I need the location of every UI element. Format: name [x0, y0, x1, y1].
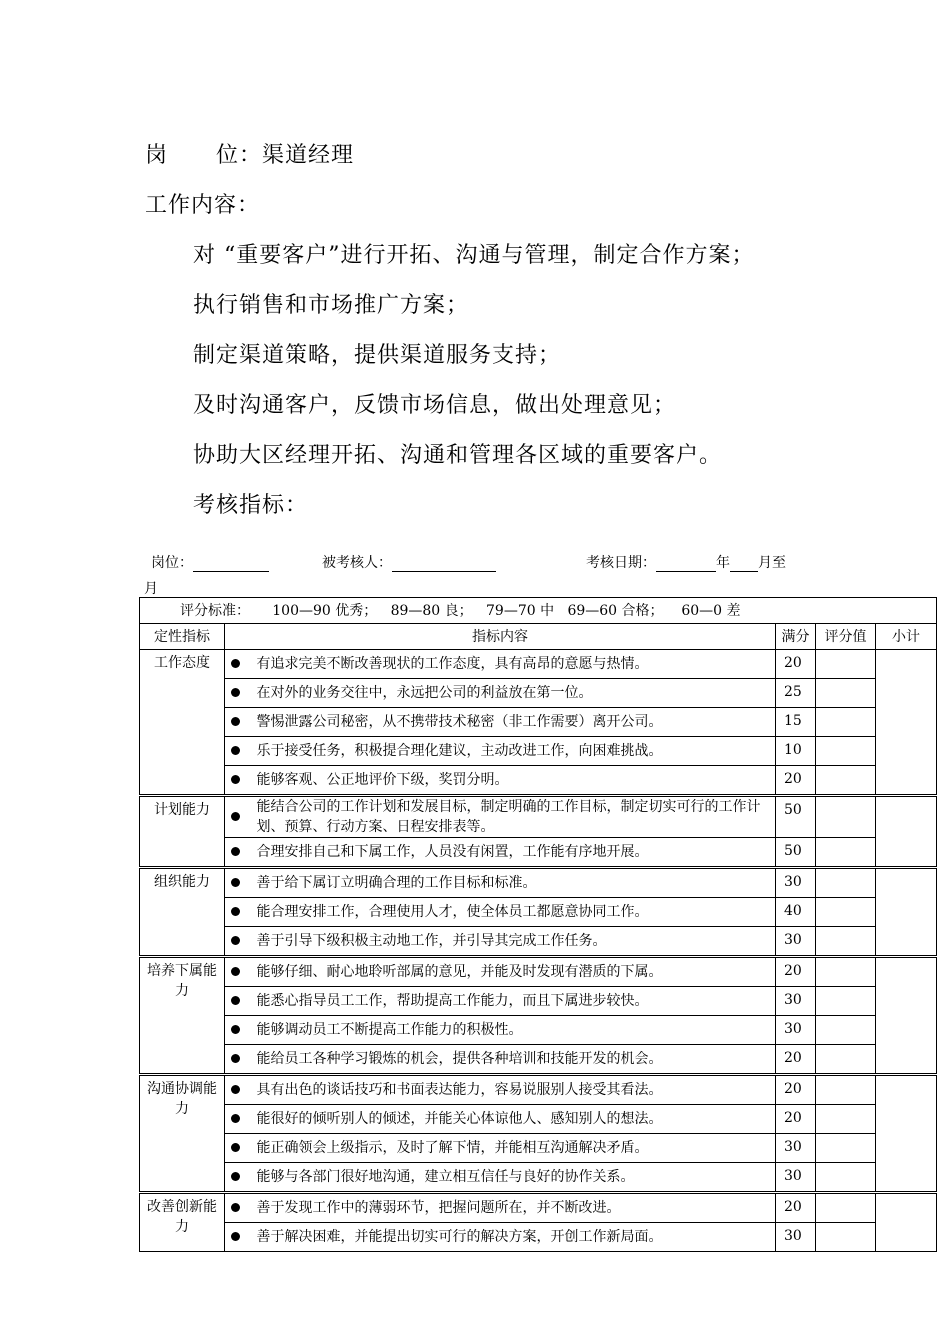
score-input-cell[interactable] [816, 708, 876, 737]
bullet-cell [225, 1193, 247, 1223]
table-row [140, 1223, 937, 1252]
position-label-2: 位： [216, 143, 263, 168]
bullet-icon [231, 1143, 240, 1152]
post-blank[interactable] [193, 557, 269, 572]
table-row [140, 737, 937, 766]
bullet-cell [225, 1045, 247, 1075]
full-score: 50 [776, 796, 816, 838]
indicator-content: 能给员工各种学习锻炼的机会，提供各种培训和技能开发的机会。 [247, 1045, 776, 1075]
score-input-cell[interactable] [816, 898, 876, 927]
full-score: 30 [776, 868, 816, 898]
indicator-content: 能够调动员工不断提高工作能力的积极性。 [247, 1016, 776, 1045]
table-row [140, 796, 937, 838]
header-qualitative: 定性指标 [140, 624, 225, 650]
full-score: 30 [776, 1163, 816, 1193]
indicator-content: 有追求完美不断改善现状的工作态度，具有高昂的意愿与热情。 [247, 650, 776, 679]
indicator-content: 能悉心指导员工工作，帮助提高工作能力，而且下属进步较快。 [247, 987, 776, 1016]
bullet-cell [225, 1075, 247, 1105]
score-input-cell[interactable] [816, 868, 876, 898]
score-input-cell[interactable] [816, 957, 876, 987]
full-score: 10 [776, 737, 816, 766]
bullet-cell [225, 708, 247, 737]
table-row [140, 868, 937, 898]
duty-2: 执行销售和市场推广方案； [193, 293, 470, 318]
full-score: 30 [776, 1223, 816, 1252]
full-score: 25 [776, 679, 816, 708]
year-blank[interactable] [656, 557, 716, 572]
bullet-cell [225, 1016, 247, 1045]
bullet-cell [225, 868, 247, 898]
indicator-content: 能合理安排工作，合理使用人才，使全体员工都愿意协同工作。 [247, 898, 776, 927]
subtotal-cell[interactable] [876, 957, 937, 1075]
duty-4: 及时沟通客户，反馈市场信息，做出处理意见； [193, 393, 677, 418]
month-end-label: 月 [144, 581, 158, 597]
indicator-content: 能够仔细、耐心地聆听部属的意见，并能及时发现有潜质的下属。 [247, 957, 776, 987]
header-subtotal: 小计 [876, 624, 937, 650]
kpi-title: 考核指标： [193, 493, 309, 518]
indicator-content: 合理安排自己和下属工作，人员没有闲置，工作能有序地开展。 [247, 838, 776, 868]
duty-1: 对 “重要客户”进行开拓、沟通与管理，制定合作方案； [193, 243, 755, 268]
category-cell: 工作态度 [140, 650, 225, 796]
score-input-cell[interactable] [816, 737, 876, 766]
bullet-icon [231, 847, 240, 856]
full-score: 20 [776, 1193, 816, 1223]
bullet-icon [231, 775, 240, 784]
bullet-icon [231, 967, 240, 976]
table-row [140, 708, 937, 737]
score-input-cell[interactable] [816, 796, 876, 838]
bullet-cell [225, 796, 247, 838]
header-content: 指标内容 [225, 624, 776, 650]
indicator-content: 能结合公司的工作计划和发展目标，制定明确的工作目标，制定切实可行的工作计划、预算、行动方案、日程安排表等。 [247, 796, 776, 838]
date-label: 考核日期： [586, 555, 656, 571]
score-input-cell[interactable] [816, 1045, 876, 1075]
bullet-cell [225, 650, 247, 679]
subtotal-cell[interactable] [876, 796, 937, 868]
table-row [140, 1134, 937, 1163]
table-row [140, 987, 937, 1016]
category-cell: 改善创新能力 [140, 1193, 225, 1252]
score-input-cell[interactable] [816, 650, 876, 679]
position-line [145, 138, 354, 169]
month-to-label: 月至 [758, 555, 786, 571]
post-field [151, 552, 269, 572]
work-content-title: 工作内容： [145, 193, 261, 218]
full-score: 20 [776, 650, 816, 679]
full-score: 30 [776, 987, 816, 1016]
bullet-cell [225, 1105, 247, 1134]
score-input-cell[interactable] [816, 1223, 876, 1252]
bullet-cell [225, 737, 247, 766]
duty-3: 制定渠道策略，提供渠道服务支持； [193, 343, 562, 368]
indicator-content: 善于发现工作中的薄弱环节，把握问题所在，并不断改进。 [247, 1193, 776, 1223]
subtotal-cell[interactable] [876, 650, 937, 796]
duty-5: 协助大区经理开拓、沟通和管理各区域的重要客户。 [193, 443, 723, 468]
bullet-icon [231, 1203, 240, 1212]
bullet-icon [231, 907, 240, 916]
bullet-cell [225, 679, 247, 708]
score-input-cell[interactable] [816, 679, 876, 708]
bullet-icon [231, 878, 240, 887]
indicator-content: 善于给下属订立明确合理的工作目标和标准。 [247, 868, 776, 898]
score-input-cell[interactable] [816, 838, 876, 868]
bullet-icon [231, 1232, 240, 1241]
bullet-icon [231, 812, 240, 821]
table-row [140, 1016, 937, 1045]
date-field [586, 552, 786, 572]
indicator-content: 善于解决困难，并能提出切实可行的解决方案，开创工作新局面。 [247, 1223, 776, 1252]
standard-row [140, 598, 937, 624]
indicator-content: 警惕泄露公司秘密，从不携带技术秘密（非工作需要）离开公司。 [247, 708, 776, 737]
table-row [140, 766, 937, 796]
bullet-icon [231, 1054, 240, 1063]
table-row [140, 1045, 937, 1075]
bullet-icon [231, 717, 240, 726]
score-input-cell[interactable] [816, 1193, 876, 1223]
bullet-cell [225, 838, 247, 868]
table-row [140, 650, 937, 679]
scoring-standard: 评分标准： 100—90 优秀； 89—80 良； 79—70 中 69—60 合格； 60—0 差 [140, 598, 937, 624]
score-input-cell[interactable] [816, 987, 876, 1016]
full-score: 15 [776, 708, 816, 737]
indicator-content: 能够客观、公正地评价下级，奖罚分明。 [247, 766, 776, 796]
bullet-cell [225, 987, 247, 1016]
bullet-icon [231, 1085, 240, 1094]
bullet-cell [225, 1163, 247, 1193]
table-row [140, 957, 937, 987]
score-input-cell[interactable] [816, 1105, 876, 1134]
category-cell: 组织能力 [140, 868, 225, 957]
full-score: 30 [776, 927, 816, 957]
subtotal-cell[interactable] [876, 868, 937, 957]
bullet-icon [231, 936, 240, 945]
full-score: 50 [776, 838, 816, 868]
table-row [140, 1075, 937, 1105]
full-score: 30 [776, 1134, 816, 1163]
bullet-icon [231, 659, 240, 668]
table-row [140, 927, 937, 957]
bullet-icon [231, 1172, 240, 1181]
score-input-cell[interactable] [816, 1075, 876, 1105]
indicator-content: 善于引导下级积极主动地工作，并引导其完成工作任务。 [247, 927, 776, 957]
full-score: 30 [776, 1016, 816, 1045]
bullet-cell [225, 927, 247, 957]
full-score: 40 [776, 898, 816, 927]
table-row [140, 679, 937, 708]
indicator-content: 乐于接受任务，积极提合理化建议，主动改进工作，向困难挑战。 [247, 737, 776, 766]
category-cell: 计划能力 [140, 796, 225, 868]
header-row [140, 624, 937, 650]
bullet-icon [231, 1025, 240, 1034]
bullet-icon [231, 746, 240, 755]
category-cell: 培养下属能力 [140, 957, 225, 1075]
assessee-field [322, 552, 496, 572]
score-input-cell[interactable] [816, 766, 876, 796]
position-label: 岗 [145, 143, 169, 168]
full-score: 20 [776, 766, 816, 796]
position-value: 渠道经理 [262, 143, 355, 168]
bullet-icon [231, 1114, 240, 1123]
bullet-icon [231, 996, 240, 1005]
score-input-cell[interactable] [816, 1016, 876, 1045]
table-row [140, 1163, 937, 1193]
bullet-cell [225, 898, 247, 927]
category-cell: 沟通协调能力 [140, 1075, 225, 1193]
table-row [140, 838, 937, 868]
subtotal-cell[interactable] [876, 1193, 937, 1252]
bullet-icon [231, 688, 240, 697]
bullet-cell [225, 1134, 247, 1163]
header-full: 满分 [776, 624, 816, 650]
header-score: 评分值 [816, 624, 876, 650]
full-score: 20 [776, 1045, 816, 1075]
table-row [140, 898, 937, 927]
score-input-cell[interactable] [816, 1163, 876, 1193]
subtotal-cell[interactable] [876, 1075, 937, 1193]
full-score: 20 [776, 1075, 816, 1105]
bullet-cell [225, 766, 247, 796]
score-input-cell[interactable] [816, 927, 876, 957]
full-score: 20 [776, 1105, 816, 1134]
table-row [140, 1105, 937, 1134]
bullet-cell [225, 957, 247, 987]
assessee-blank[interactable] [392, 557, 496, 572]
indicator-content: 能正确领会上级指示，及时了解下情，并能相互沟通解决矛盾。 [247, 1134, 776, 1163]
indicator-content: 在对外的业务交往中，永远把公司的利益放在第一位。 [247, 679, 776, 708]
year-label: 年 [716, 555, 730, 571]
full-score: 20 [776, 957, 816, 987]
month-blank[interactable] [730, 557, 758, 572]
score-input-cell[interactable] [816, 1134, 876, 1163]
indicator-content: 能很好的倾听别人的倾述，并能关心体谅他人、感知别人的想法。 [247, 1105, 776, 1134]
indicator-content: 能够与各部门很好地沟通，建立相互信任与良好的协作关系。 [247, 1163, 776, 1193]
indicator-content: 具有出色的谈话技巧和书面表达能力，容易说服别人接受其看法。 [247, 1075, 776, 1105]
post-label: 岗位： [151, 555, 193, 571]
table-row [140, 1193, 937, 1223]
assessee-label: 被考核人： [322, 555, 392, 571]
evaluation-table [139, 597, 937, 1252]
bullet-cell [225, 1223, 247, 1252]
